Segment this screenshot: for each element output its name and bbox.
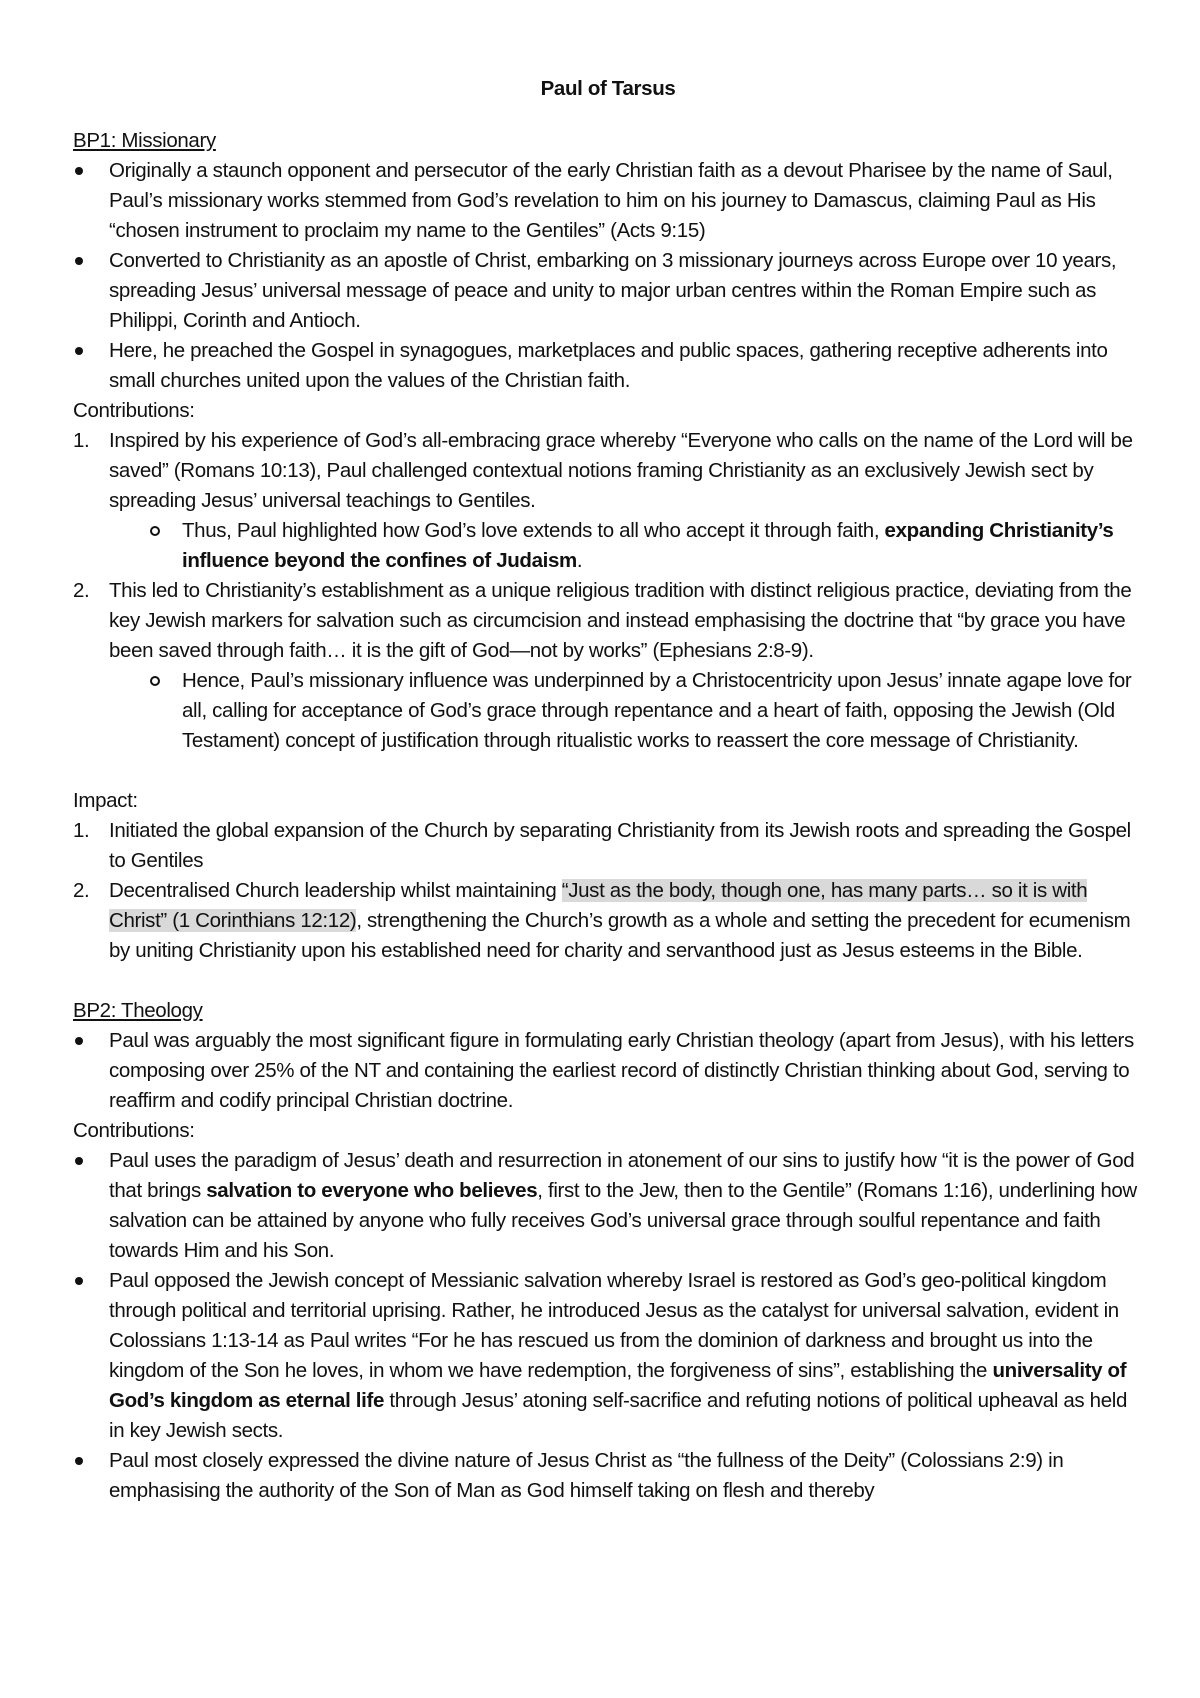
- contributions-label: Contributions:: [73, 399, 195, 422]
- list-item: Converted to Christianity as an apostle of Christ, embarking on 3 missionary journeys across Europe over 10 years, spreading Jesus’ universal message of peace and unity to major urban centres within the Roman Empire such as Philippi, Corinth and Antioch.: [73, 246, 1143, 336]
- bold-emphasis: universality of God’s kingdom as eternal life: [109, 1359, 1127, 1412]
- section-heading-bp1: BP1: Missionary: [73, 129, 216, 152]
- list-number: 1.: [73, 819, 90, 842]
- section-heading-bp2: BP2: Theology: [73, 999, 203, 1022]
- sub-list-item: [146, 666, 1143, 756]
- sub-item-end: .: [576, 549, 583, 572]
- list-item-text-end: through Jesus’ atoning self-sacrifice and refuting notions of political upheaval as held in key Jewish sects.: [109, 1389, 1128, 1442]
- list-item-text-end: , strengthening the Church’s growth as a whole and setting the precedent for ecumenism by uniting Christianity upon his established need for charity and servanthood just as Jesus esteems in the Bible.: [109, 909, 1131, 962]
- bp1-contributions-list: [73, 426, 1143, 756]
- list-item-text: Initiated the global expansion of the Church by separating Christianity from its Jewish roots and spreading the Gospel to Gentiles: [109, 819, 1131, 872]
- sub-item-text: Hence, Paul’s missionary influence was underpinned by a Christocentricity upon Jesus’ innate agape love for all, calling for acceptance of God’s grace through repentance and a heart of faith, opposing the Jewish (Old Testament) concept of justification through ritualistic works to reassert the core message of Christianity.: [182, 669, 1132, 752]
- sub-list: [109, 516, 1143, 576]
- list-item: [73, 1146, 1143, 1266]
- list-number: 1.: [73, 429, 90, 452]
- spacer: [73, 756, 1143, 786]
- list-item-text-end: , first to the Jew, then to the Gentile” (Romans 1:16), underlining how salvation can be attained by anyone who fully receives God’s universal grace through soulful repentance and faith towards Him and his Son.: [109, 1179, 1137, 1262]
- list-item: Originally a staunch opponent and persecutor of the early Christian faith as a devout Pharisee by the name of Saul, Paul’s missionary works stemmed from God’s revelation to him on his journey to Damascus, claiming Paul as His “chosen instrument to proclaim my name to the Gentiles” (Acts 9:15): [73, 156, 1143, 246]
- sub-list-item: [146, 516, 1143, 576]
- impact-label: Impact:: [73, 789, 138, 812]
- list-number: 2.: [73, 579, 90, 602]
- highlighted-quote: “Just as the body, though one, has many parts… so it is with Christ” (1 Corinthians 12:12): [109, 879, 1088, 932]
- contributions-label: Contributions:: [73, 1119, 195, 1142]
- list-item: Paul was arguably the most significant figure in formulating early Christian theology (apart from Jesus), with his letters composing over 25% of the NT and containing the earliest record of distinctly Christian thinking about God, serving to reaffirm and codify principal Christian doctrine.: [73, 1026, 1143, 1116]
- bp1-impact-list: [73, 816, 1143, 966]
- list-item-text: Decentralised Church leadership whilst maintaining: [109, 879, 562, 902]
- list-item-text: Paul uses the paradigm of Jesus’ death and resurrection in atonement of our sins to justify how “it is the power of God that brings: [109, 1149, 1135, 1202]
- list-item: [73, 816, 1143, 876]
- bp2-contributions-list: [73, 1146, 1143, 1506]
- list-item: Here, he preached the Gospel in synagogues, marketplaces and public spaces, gathering receptive adherents into small churches united upon the values of the Christian faith.: [73, 336, 1143, 396]
- list-item-text: Inspired by his experience of God’s all-embracing grace whereby “Everyone who calls on the name of the Lord will be saved” (Romans 10:13), Paul challenged contextual notions framing Christianity as an exclusively Jewish sect by spreading Jesus’ universal teachings to Gentiles.: [109, 429, 1133, 512]
- list-item-text: Paul most closely expressed the divine nature of Jesus Christ as “the fullness of the Deity” (Colossians 2:9) in emphasising the authority of the Son of Man as God himself taking on flesh and thereby: [109, 1449, 1064, 1502]
- bold-emphasis: expanding Christianity’s influence beyond the confines of Judaism: [182, 519, 1114, 572]
- bold-emphasis: salvation to everyone who believes: [206, 1179, 538, 1202]
- document-page: [73, 74, 1143, 1506]
- spacer: [73, 966, 1143, 996]
- sub-item-text: Thus, Paul highlighted how God’s love extends to all who accept it through faith,: [182, 519, 885, 542]
- list-item: [73, 876, 1143, 966]
- bp1-bullet-list: [73, 156, 1143, 396]
- list-item: [73, 1266, 1143, 1446]
- list-item: [73, 1446, 1143, 1506]
- list-number: 2.: [73, 879, 90, 902]
- list-item-text: This led to Christianity’s establishment as a unique religious tradition with distinct religious practice, deviating from the key Jewish markers for salvation such as circumcision and instead emphasising the doctrine that “by grace you have been saved through faith… it is the gift of God—not by works” (Ephesians 2:8-9).: [109, 579, 1132, 662]
- bp2-bullet-list: [73, 1026, 1143, 1116]
- document-title: Paul of Tarsus: [540, 77, 676, 100]
- list-item: [73, 426, 1143, 576]
- list-item-text: Paul opposed the Jewish concept of Messianic salvation whereby Israel is restored as God’s geo-political kingdom through political and territorial uprising. Rather, he introduced Jesus as the catalyst for universal salvation, evident in Colossians 1:13-14 as Paul writes “For he has rescued us from the dominion of darkness and brought us into the kingdom of the Son he loves, in whom we have redemption, the forgiveness of sins”, establishing the: [109, 1269, 1119, 1382]
- list-item: [73, 576, 1143, 756]
- sub-list: [109, 666, 1143, 756]
